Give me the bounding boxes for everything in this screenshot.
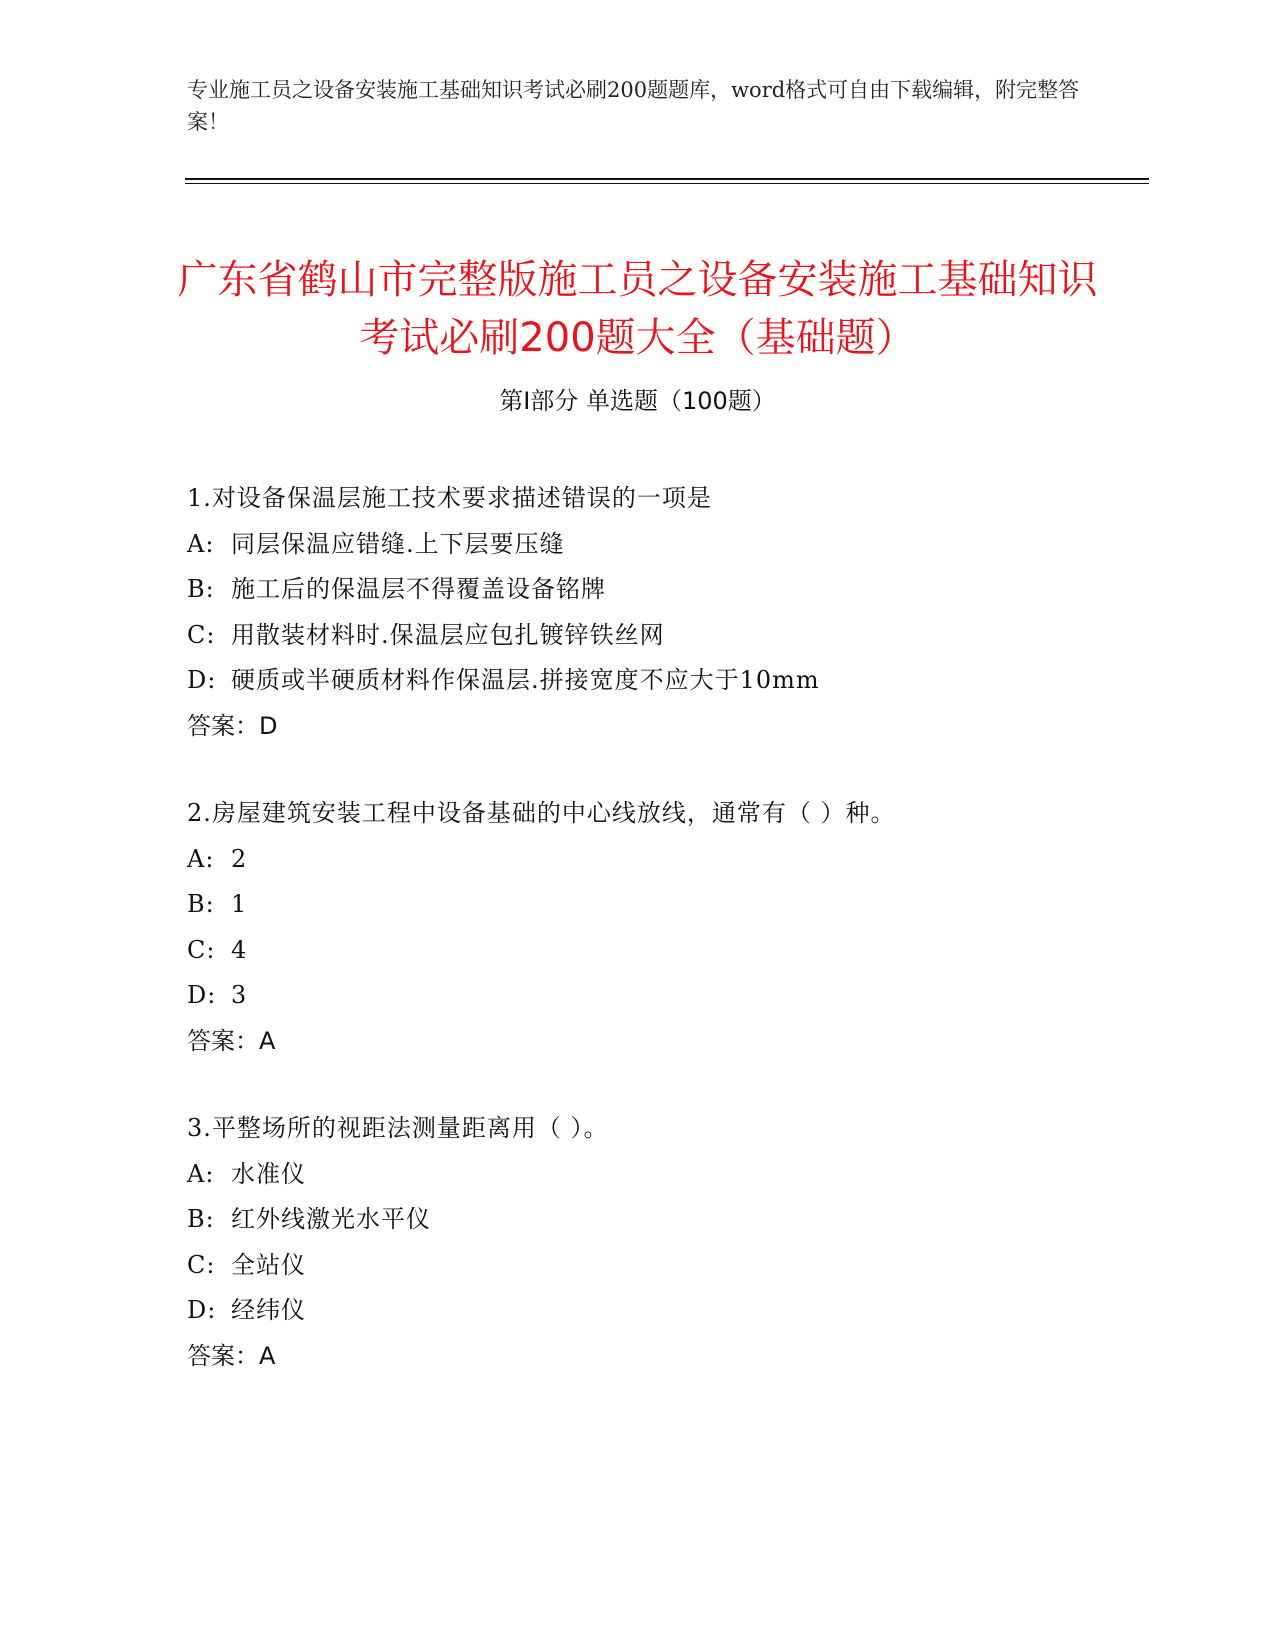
option-a: [187, 1152, 1137, 1198]
option-text: 经纬仪: [231, 1296, 306, 1324]
answer-value: D: [259, 711, 278, 740]
option-a: [187, 837, 1137, 883]
section-heading: 第Ⅰ部分 单选题（100题）: [499, 387, 776, 415]
option-letter: B:: [187, 1205, 215, 1233]
option-c: [187, 613, 1137, 659]
option-letter: D:: [187, 666, 217, 694]
header-note: 专业施工员之设备安装施工基础知识考试必刷200题题库，word格式可自由下载编辑，附完整答案！: [187, 78, 1080, 134]
answer-label: 答案：: [187, 1026, 259, 1055]
question-list: [187, 476, 1137, 1421]
option-text: 水准仪: [231, 1159, 306, 1188]
option-text: 3: [231, 981, 248, 1009]
question-3: [187, 1106, 1137, 1379]
option-text: 4: [231, 935, 248, 964]
question-stem: 3.平整场所的视距法测量距离用（ ）。: [187, 1114, 609, 1142]
option-text: 红外线激光水平仪: [231, 1205, 431, 1233]
option-b: [187, 1197, 1137, 1243]
option-text: 施工后的保温层不得覆盖设备铭牌: [231, 575, 606, 603]
option-c: [187, 928, 1137, 974]
option-b: [187, 882, 1137, 928]
question-stem: 1.对设备保温层施工技术要求描述错误的一项是: [187, 484, 712, 512]
option-letter: C:: [187, 1250, 216, 1279]
option-text: 2: [231, 844, 248, 873]
option-text: 用散装材料时.保温层应包扎镀锌铁丝网: [231, 620, 665, 649]
option-d: [187, 973, 1137, 1019]
header-divider-thin: [185, 183, 1149, 184]
option-letter: B:: [187, 575, 215, 603]
option-letter: D:: [187, 981, 217, 1009]
answer: [187, 704, 1137, 750]
option-d: [187, 658, 1137, 704]
option-letter: B:: [187, 890, 215, 918]
option-c: [187, 1243, 1137, 1289]
answer: [187, 1334, 1137, 1380]
answer-value: A: [259, 1341, 276, 1370]
option-d: [187, 1288, 1137, 1334]
option-text: 同层保温应错缝.上下层要压缝: [231, 529, 565, 558]
answer-label: 答案：: [187, 1341, 259, 1370]
answer-label: 答案：: [187, 711, 259, 740]
option-letter: A:: [187, 529, 215, 558]
question-2: [187, 791, 1137, 1064]
option-letter: A:: [187, 844, 215, 873]
option-letter: C:: [187, 620, 216, 649]
option-a: [187, 522, 1137, 568]
document-title: 广东省鹤山市完整版施工员之设备安装施工基础知识考试必刷200题大全（基础题）: [177, 256, 1098, 361]
option-text: 1: [231, 890, 248, 918]
question-stem: 2.房屋建筑安装工程中设备基础的中心线放线，通常有（ ）种。: [187, 799, 896, 827]
option-letter: A:: [187, 1159, 215, 1188]
answer: [187, 1019, 1137, 1065]
header-divider: [185, 178, 1149, 180]
option-letter: C:: [187, 935, 216, 964]
question-1: [187, 476, 1137, 749]
option-b: [187, 567, 1137, 613]
option-letter: D:: [187, 1296, 217, 1324]
answer-value: A: [259, 1026, 276, 1055]
option-text: 硬质或半硬质材料作保温层.拼接宽度不应大于10mm: [231, 666, 820, 694]
option-text: 全站仪: [231, 1250, 306, 1279]
